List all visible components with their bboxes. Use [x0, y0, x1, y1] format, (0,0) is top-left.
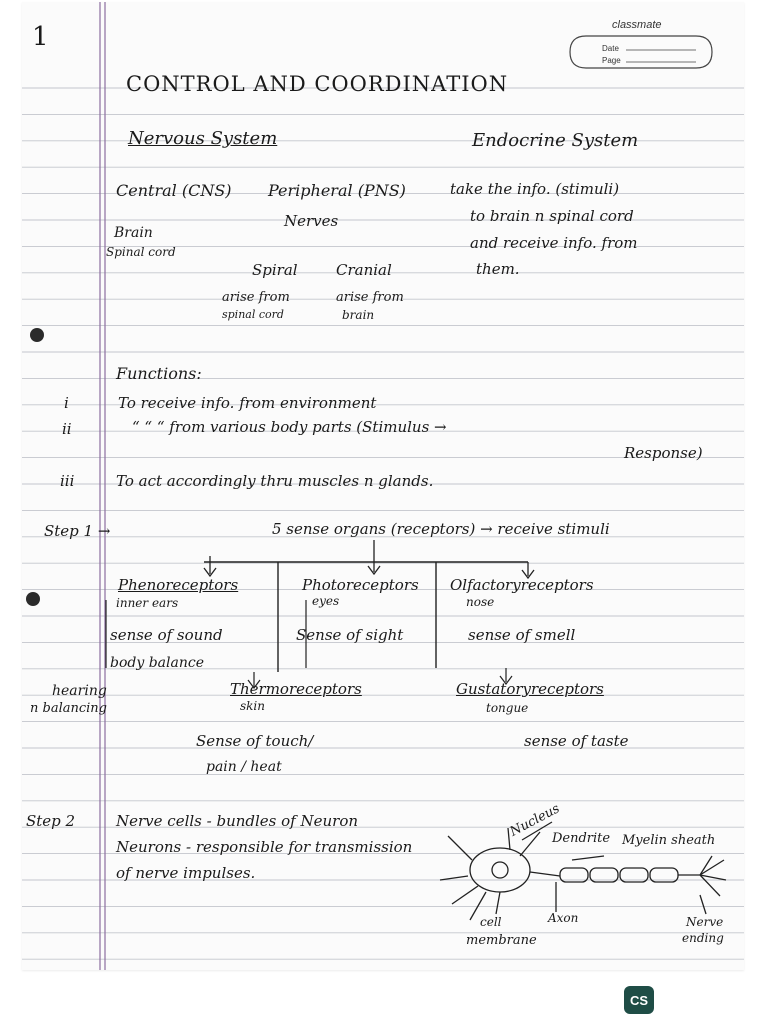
function-text-2: “ “ “ from various body parts (Stimulus →	[132, 418, 447, 436]
step1-label: Step 1 →	[44, 522, 111, 540]
receptor-sense-thermo: Sense of touch/	[196, 732, 314, 750]
date-label: Date	[602, 44, 619, 53]
receptor-organ-phono: inner ears	[116, 596, 179, 610]
step2-line-2: Neurons - responsible for transmission	[116, 838, 413, 856]
function-text-1: To receive info. from environment	[118, 394, 377, 412]
spinal-note-1: arise from	[222, 290, 290, 305]
receptor-organ-olfactory: nose	[466, 595, 495, 609]
step2-line-3: of nerve impulses.	[116, 864, 256, 882]
step2-line-1: Nerve cells - bundles of Neuron	[116, 812, 359, 830]
pns-description-2: to brain n spinal cord	[470, 207, 634, 225]
central-ns: Central (CNS)	[116, 181, 232, 200]
page-title: CONTROL AND COORDINATION	[126, 72, 509, 96]
receptor-organ-gustatory: tongue	[486, 701, 529, 715]
receptor-name-olfactory: Olfactoryreceptors	[450, 576, 594, 594]
peripheral-ns: Peripheral (PNS)	[268, 181, 406, 200]
function-text-3: To act accordingly thru muscles n glands.	[116, 472, 434, 490]
label-ending: ending	[682, 931, 724, 945]
receptor-name-photo: Photoreceptors	[302, 576, 419, 594]
receptor-organ-photo: eyes	[312, 594, 340, 608]
page-label: Page	[602, 56, 621, 65]
cranial-nerves: Cranial	[336, 261, 392, 279]
function-number-1: i	[64, 394, 69, 412]
label-nerve: Nerve	[686, 915, 724, 929]
margin-note-1: hearing	[52, 683, 107, 699]
cranial-note-2: brain	[342, 308, 375, 322]
function-number-3: iii	[60, 472, 75, 490]
label-membrane: membrane	[466, 933, 537, 948]
margin-number: 1	[32, 22, 49, 52]
spinal-note-2: spinal cord	[222, 308, 284, 321]
punch-hole	[26, 592, 40, 606]
label-nucleus: Nucleus	[507, 801, 563, 840]
receptor-name-phono: Phenoreceptors	[118, 576, 239, 594]
cns-spinal-cord: Spinal cord	[106, 245, 176, 259]
receptor-extra-phono: body balance	[110, 655, 204, 671]
label-myelin-sheath: Myelin sheath	[622, 833, 716, 848]
label-dendrite: Dendrite	[552, 831, 611, 846]
brand-name: classmate	[612, 19, 662, 31]
label-cell: cell	[480, 915, 502, 929]
receptor-sense-photo: Sense of sight	[296, 626, 404, 644]
punch-hole	[30, 328, 44, 342]
step2-label: Step 2	[26, 812, 76, 830]
function-number-2: ii	[62, 420, 72, 438]
receptor-sense-olfactory: sense of smell	[468, 626, 576, 644]
heading-nervous-system: Nervous System	[128, 128, 278, 149]
receptor-sense2-thermo: pain / heat	[206, 759, 282, 775]
pns-description-3: and receive info. from	[470, 234, 638, 252]
receptor-name-thermo: Thermoreceptors	[230, 680, 362, 698]
scanner-logo: CS	[624, 986, 654, 1014]
function-text-2b: Response)	[624, 444, 703, 462]
pns-nerves: Nerves	[284, 212, 339, 230]
label-axon: Axon	[548, 911, 579, 925]
receptor-name-gustatory: Gustatoryreceptors	[456, 680, 604, 698]
receptor-sense-gustatory: sense of taste	[524, 732, 629, 750]
cns-brain: Brain	[114, 225, 153, 241]
heading-endocrine-system: Endocrine System	[472, 130, 639, 151]
pns-description-4: them.	[476, 260, 520, 278]
receptor-organ-thermo: skin	[240, 699, 265, 713]
receptor-sense-phono: sense of sound	[110, 626, 223, 644]
margin-note-2: n balancing	[30, 701, 107, 716]
cranial-note-1: arise from	[336, 290, 404, 305]
pns-description-1: take the info. (stimuli)	[450, 180, 620, 198]
spinal-nerves: Spiral	[252, 261, 298, 279]
functions-heading: Functions:	[116, 364, 202, 383]
step1-text: 5 sense organs (receptors) → receive stimuli	[272, 520, 610, 538]
